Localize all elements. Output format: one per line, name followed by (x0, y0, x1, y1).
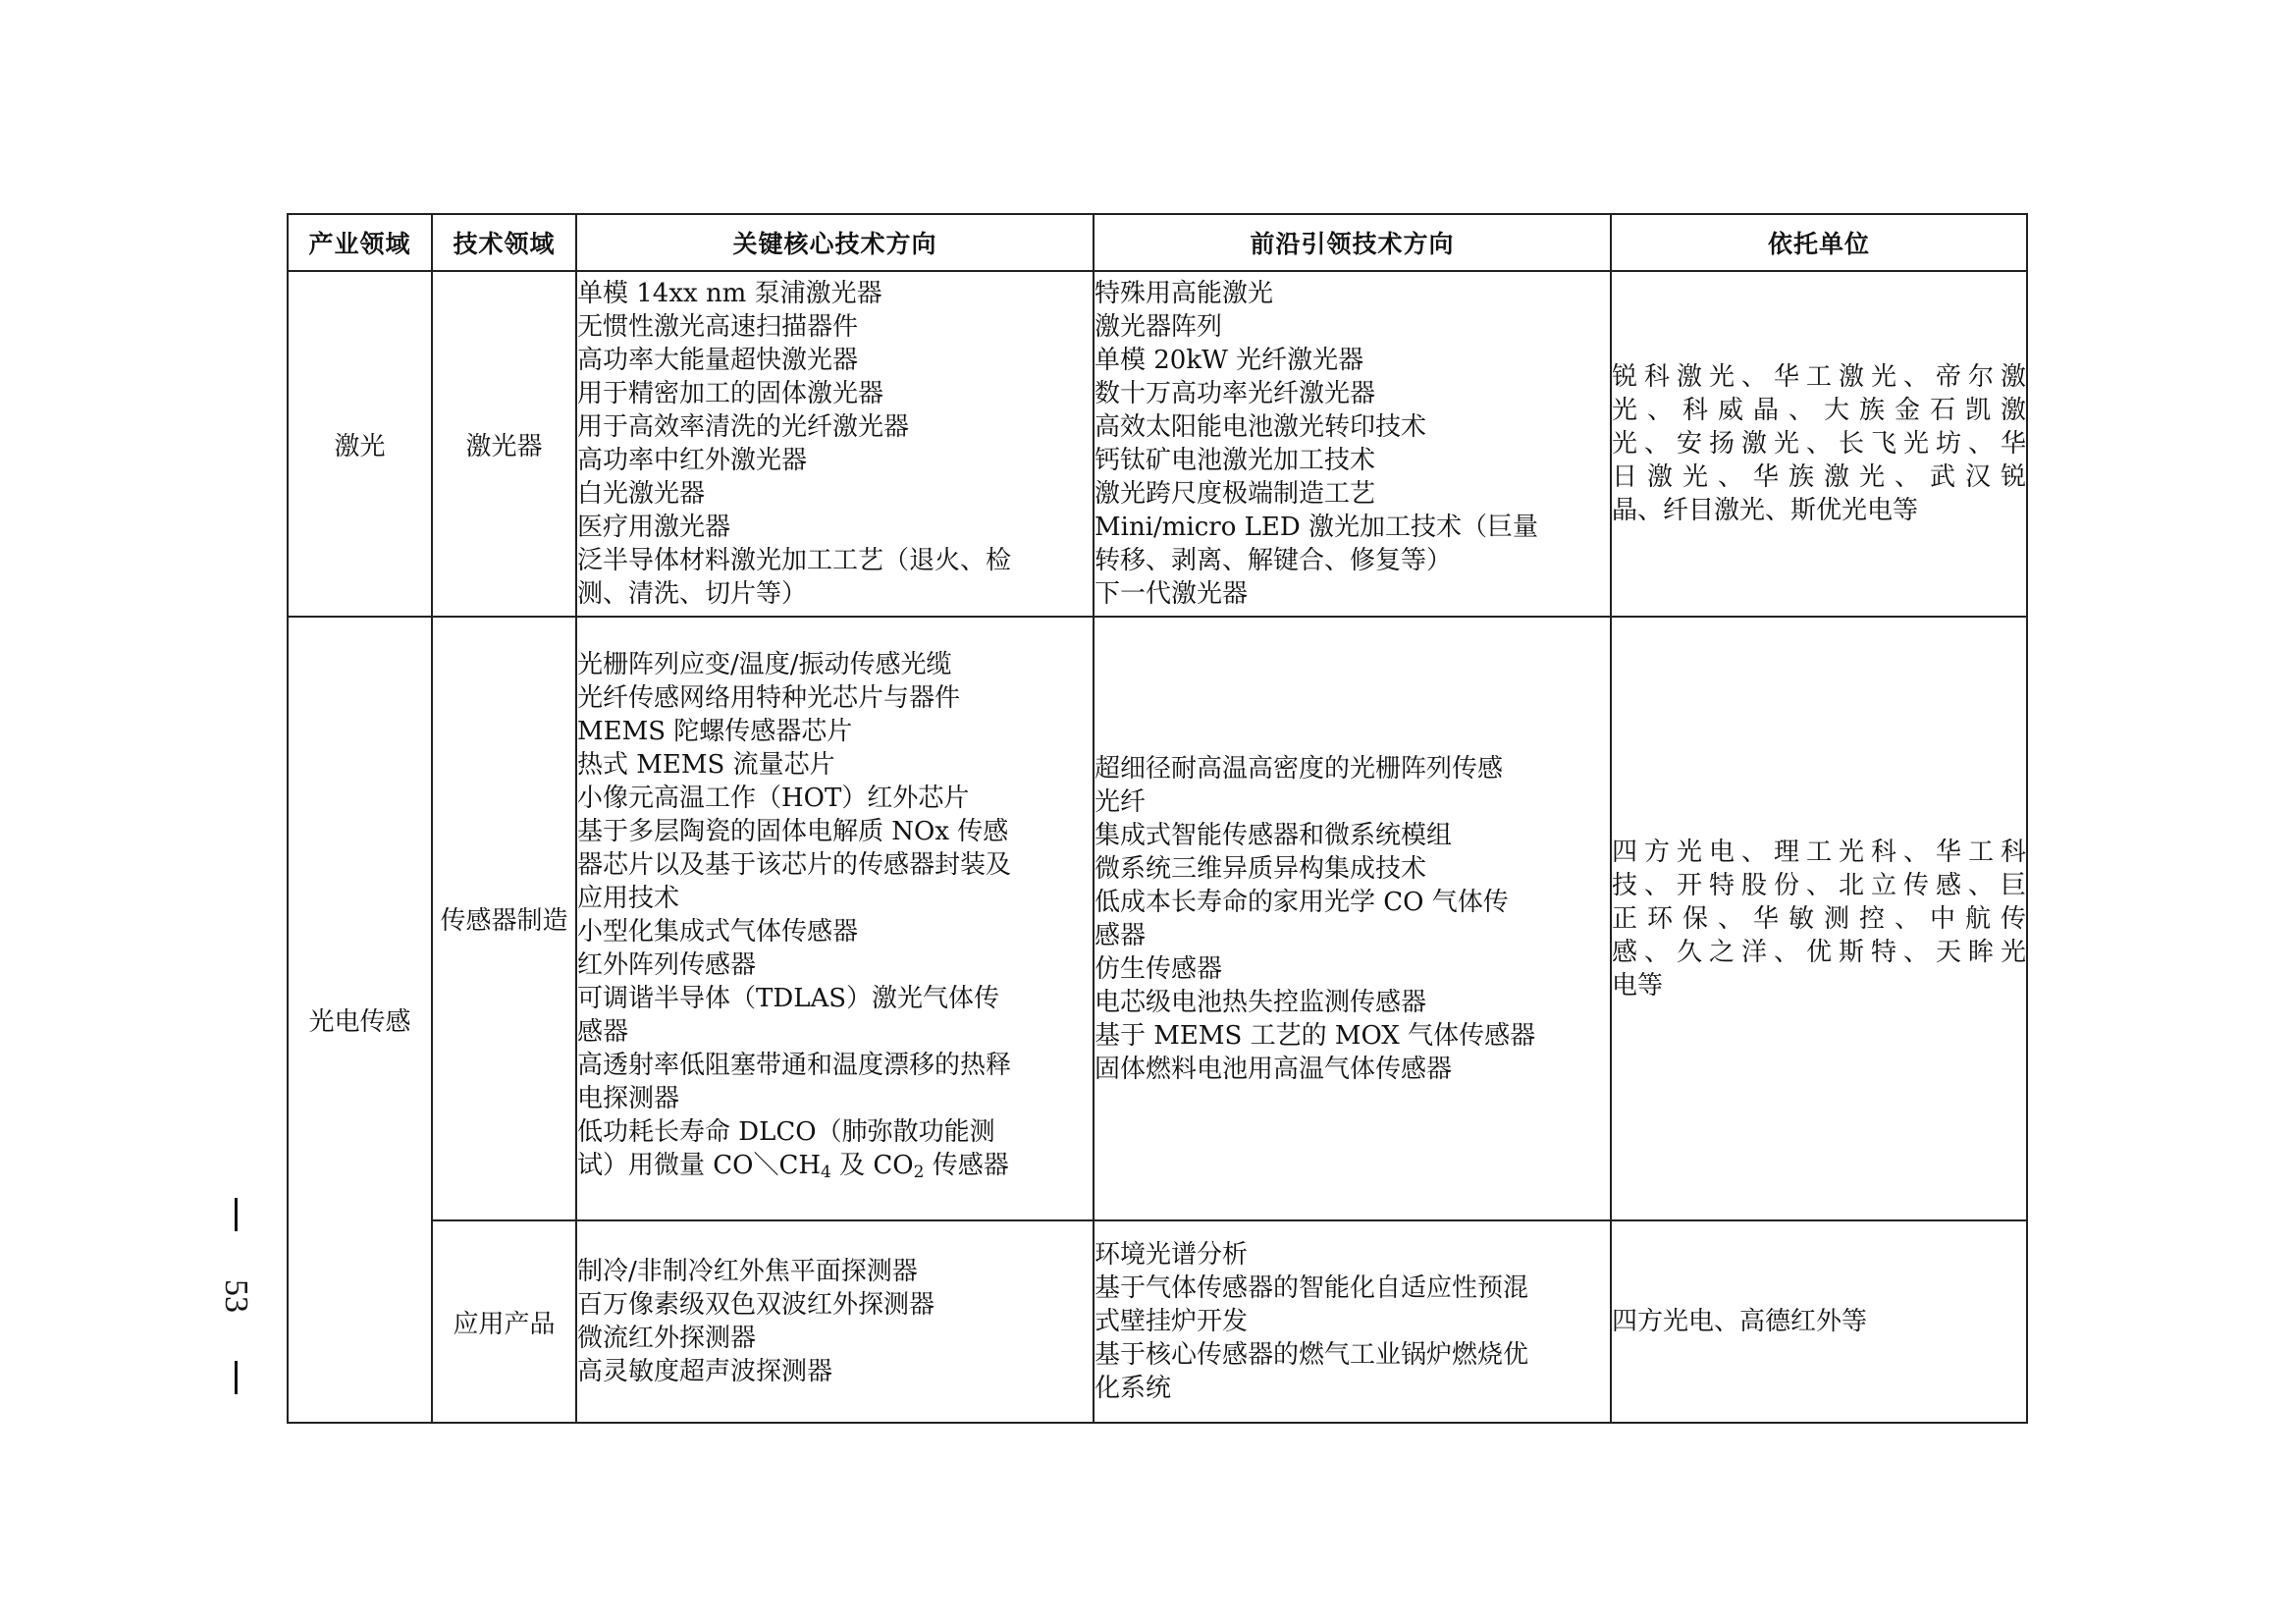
page-number (206, 1198, 265, 1394)
subscript: 4 (821, 1163, 831, 1182)
list-item: 高效太阳能电池激光转印技术 (1095, 412, 1427, 442)
key-core-cell (576, 271, 1094, 617)
list-item: 固体燃料电池用高温气体传感器 (1095, 1054, 1453, 1084)
unit-line: 感、久之洋、优斯特、天眸光 (1612, 937, 2026, 967)
list-item: 光栅阵列应变/温度/振动传感光缆 (577, 650, 952, 679)
list-item: MEMS 陀螺传感器芯片 (577, 717, 853, 746)
list-item-text: 试）用微量 CO＼CH (577, 1151, 822, 1180)
unit-line: 四方光电、理工光科、华工科 (1612, 837, 2026, 867)
list-item: 测、清洗、切片等） (577, 579, 808, 609)
frontier-cell (1094, 1220, 1611, 1423)
list-item: 单模 14xx nm 泵浦激光器 (577, 279, 882, 308)
list-item: 微系统三维异质异构集成技术 (1095, 853, 1427, 884)
list-item: 式壁挂炉开发 (1095, 1307, 1249, 1336)
list-item: 高灵敏度超声波探测器 (577, 1357, 833, 1386)
list-item: 低功耗长寿命 DLCO（肺弥散功能测 (577, 1117, 995, 1147)
list-item (577, 1149, 1093, 1189)
frontier-cell (1094, 271, 1611, 617)
list-item: 感器 (1095, 920, 1147, 950)
list-item: 高透射率低阻塞带通和温度漂移的热释 (577, 1051, 1012, 1080)
industry-cell: 光电传感 (288, 617, 432, 1423)
list-item: 热式 MEMS 流量芯片 (577, 750, 835, 780)
unit-line: 电等 (1612, 970, 1664, 1001)
list-item: 用于精密加工的固体激光器 (577, 379, 884, 408)
header-industry: 产业领域 (288, 214, 432, 271)
page-number-dash-bottom (235, 1361, 238, 1394)
table-header-row (288, 214, 2027, 271)
list-item: 单模 20kW 光纤激光器 (1095, 346, 1364, 375)
list-item: 光纤 (1095, 786, 1147, 817)
list-item: 应用技术 (577, 884, 680, 913)
list-item: 基于 MEMS 工艺的 MOX 气体传感器 (1095, 1020, 1536, 1051)
header-key-core: 关键核心技术方向 (576, 214, 1094, 271)
list-item: 可调谐半导体（TDLAS）激光气体传 (577, 984, 1000, 1013)
list-item: 低成本长寿命的家用光学 CO 气体传 (1095, 887, 1509, 917)
list-item: 基于核心传感器的燃气工业锅炉燃烧优 (1095, 1340, 1529, 1370)
frontier-cell (1094, 617, 1611, 1220)
list-item: 医疗用激光器 (577, 513, 731, 542)
list-item: 环境光谱分析 (1095, 1240, 1249, 1270)
list-item: 激光跨尺度极端制造工艺 (1095, 479, 1376, 509)
list-item: 下一代激光器 (1095, 579, 1249, 609)
list-item: 集成式智能传感器和微系统模组 (1095, 820, 1453, 850)
list-item: 百万像素级双色双波红外探测器 (577, 1290, 935, 1320)
list-item: 光纤传感网络用特种光芯片与器件 (577, 683, 961, 713)
list-item: 高功率中红外激光器 (577, 446, 808, 475)
unit-line: 四方光电、高德红外等 (1612, 1307, 1868, 1336)
page-number-dash-top (235, 1198, 238, 1231)
list-item-text: 传感器 (924, 1151, 1009, 1180)
list-item: 白光激光器 (577, 479, 706, 509)
table-row (288, 617, 2027, 1220)
tech-field-cell: 传感器制造 (432, 617, 576, 1220)
subscript: 2 (913, 1163, 925, 1182)
list-item-text: 及 CO (830, 1151, 914, 1180)
units-cell (1611, 1220, 2027, 1423)
unit-line: 日激光、华族激光、武汉锐 (1612, 462, 2026, 492)
list-item: 无惯性激光高速扫描器件 (577, 312, 859, 342)
list-item: 电芯级电池热失控监测传感器 (1095, 987, 1427, 1017)
table-row (288, 1220, 2027, 1423)
technology-direction-table (287, 213, 2028, 1424)
list-item: 特殊用高能激光 (1095, 279, 1274, 308)
list-item: 基于气体传感器的智能化自适应性预混 (1095, 1273, 1529, 1303)
list-item: 感器 (577, 1017, 629, 1047)
list-item: 微流红外探测器 (577, 1324, 757, 1353)
list-item: 仿生传感器 (1095, 953, 1223, 984)
header-tech-field: 技术领域 (432, 214, 576, 271)
header-units: 依托单位 (1611, 214, 2027, 271)
tech-field-cell: 激光器 (432, 271, 576, 617)
key-core-cell (576, 617, 1094, 1220)
list-item: 制冷/非制冷红外焦平面探测器 (577, 1257, 918, 1286)
list-item: 小像元高温工作（HOT）红外芯片 (577, 784, 970, 813)
list-item: 转移、剥离、解键合、修复等） (1095, 546, 1453, 575)
unit-line: 晶、纤目激光、斯优光电等 (1612, 496, 1919, 525)
list-item: 激光器阵列 (1095, 312, 1223, 342)
unit-line: 光、安扬激光、长飞光坊、华 (1612, 429, 2026, 459)
list-item: 高功率大能量超快激光器 (577, 346, 859, 375)
unit-line: 技、开特股份、北立传感、巨 (1612, 870, 2026, 900)
list-item: 小型化集成式气体传感器 (577, 917, 859, 947)
list-item: Mini/micro LED 激光加工技术（巨量 (1095, 513, 1538, 542)
unit-line: 锐科激光、华工激光、帝尔激 (1612, 362, 2026, 392)
header-frontier: 前沿引领技术方向 (1094, 214, 1611, 271)
list-item: 基于多层陶瓷的固体电解质 NOx 传感 (577, 817, 1009, 846)
industry-cell: 激光 (288, 271, 432, 617)
unit-line: 光、科威晶、大族金石凯激 (1612, 396, 2026, 425)
list-item: 器芯片以及基于该芯片的传感器封装及 (577, 850, 1012, 880)
list-item: 泛半导体材料激光加工工艺（退火、检 (577, 546, 1012, 575)
list-item: 用于高效率清洗的光纤激光器 (577, 412, 910, 442)
key-core-cell (576, 1220, 1094, 1423)
list-item: 数十万高功率光纤激光器 (1095, 379, 1376, 408)
list-item: 化系统 (1095, 1374, 1172, 1403)
unit-line: 正环保、华敏测控、中航传 (1612, 903, 2026, 934)
units-cell (1611, 271, 2027, 617)
units-cell (1611, 617, 2027, 1220)
tech-field-cell: 应用产品 (432, 1220, 576, 1423)
list-item: 红外阵列传感器 (577, 950, 757, 980)
page-number-value: 53 (218, 1279, 254, 1313)
list-item: 电探测器 (577, 1084, 680, 1113)
table-row (288, 271, 2027, 617)
list-item: 超细径耐高温高密度的光栅阵列传感 (1095, 753, 1504, 784)
list-item: 钙钛矿电池激光加工技术 (1095, 446, 1376, 475)
